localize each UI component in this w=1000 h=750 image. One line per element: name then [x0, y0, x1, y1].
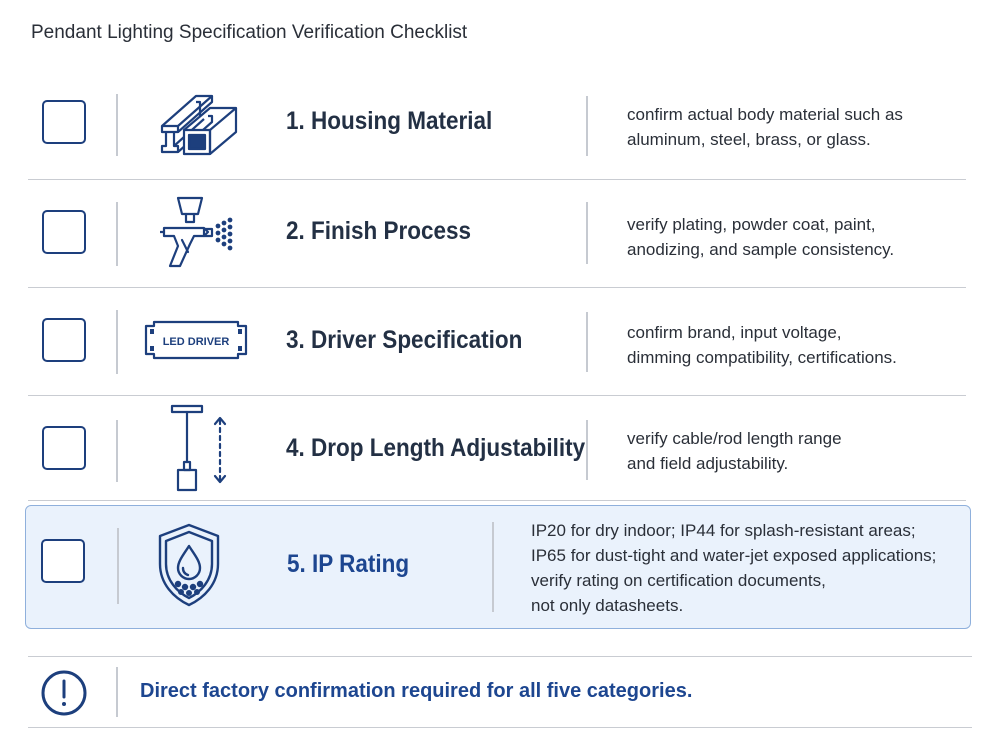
spray-gun-icon [160, 192, 240, 272]
checklist-row-driver-specification [28, 288, 966, 396]
checklist-row-drop-length [28, 396, 966, 501]
checkbox-ip-rating[interactable] [41, 539, 85, 583]
checkbox-housing-material[interactable] [42, 100, 86, 144]
item-title: 1. Housing Material [286, 107, 493, 135]
item-description: verify plating, powder coat, paint, anodizing, and sample consistency. [627, 215, 895, 259]
checklist-row-finish-process [28, 180, 966, 288]
pendant-drop-icon [168, 404, 238, 496]
checkbox-drop-length[interactable] [42, 426, 86, 470]
item-description: confirm brand, input voltage, dimming compatibility, certifications. [627, 323, 897, 367]
item-title: 3. Driver Specification [286, 326, 523, 354]
row-divider [586, 420, 588, 480]
checklist-row-ip-rating [25, 505, 971, 629]
row-divider [492, 522, 494, 612]
footer-text: Direct factory confirmation required for all five categories. [140, 680, 693, 702]
row-divider [116, 310, 118, 374]
row-divider [117, 528, 119, 604]
row-divider [116, 94, 118, 156]
exclamation-circle-icon [40, 669, 88, 717]
checkbox-finish-process[interactable] [42, 210, 86, 254]
svg-text:LED DRIVER: LED DRIVER [162, 336, 230, 348]
footer-divider [116, 667, 118, 717]
item-title: 2. Finish Process [286, 217, 472, 245]
led-driver-icon [144, 318, 248, 362]
item-description: IP20 for dry indoor; IP44 for splash-resistant areas; IP65 for dust-tight and water-jet exposed applications; verify rating on certification documents, not only datasheets. [531, 521, 937, 615]
steel-profile-icon [156, 86, 238, 158]
checkbox-driver-specification[interactable] [42, 318, 86, 362]
row-divider [116, 202, 118, 266]
row-divider [586, 202, 588, 264]
item-title: 5. IP Rating [287, 550, 410, 578]
checklist-row-housing-material [28, 72, 966, 180]
footer-note [28, 656, 972, 728]
item-description: verify cable/rod length range and field adjustability. [627, 429, 842, 473]
water-shield-icon [156, 522, 222, 608]
item-title: 4. Drop Length Adjustability [286, 434, 586, 462]
page-title: Pendant Lighting Specification Verification Checklist [31, 22, 468, 43]
row-divider [586, 96, 588, 156]
row-divider [586, 312, 588, 372]
row-divider [116, 420, 118, 482]
item-description: confirm actual body material such as aluminum, steel, brass, or glass. [627, 105, 903, 149]
